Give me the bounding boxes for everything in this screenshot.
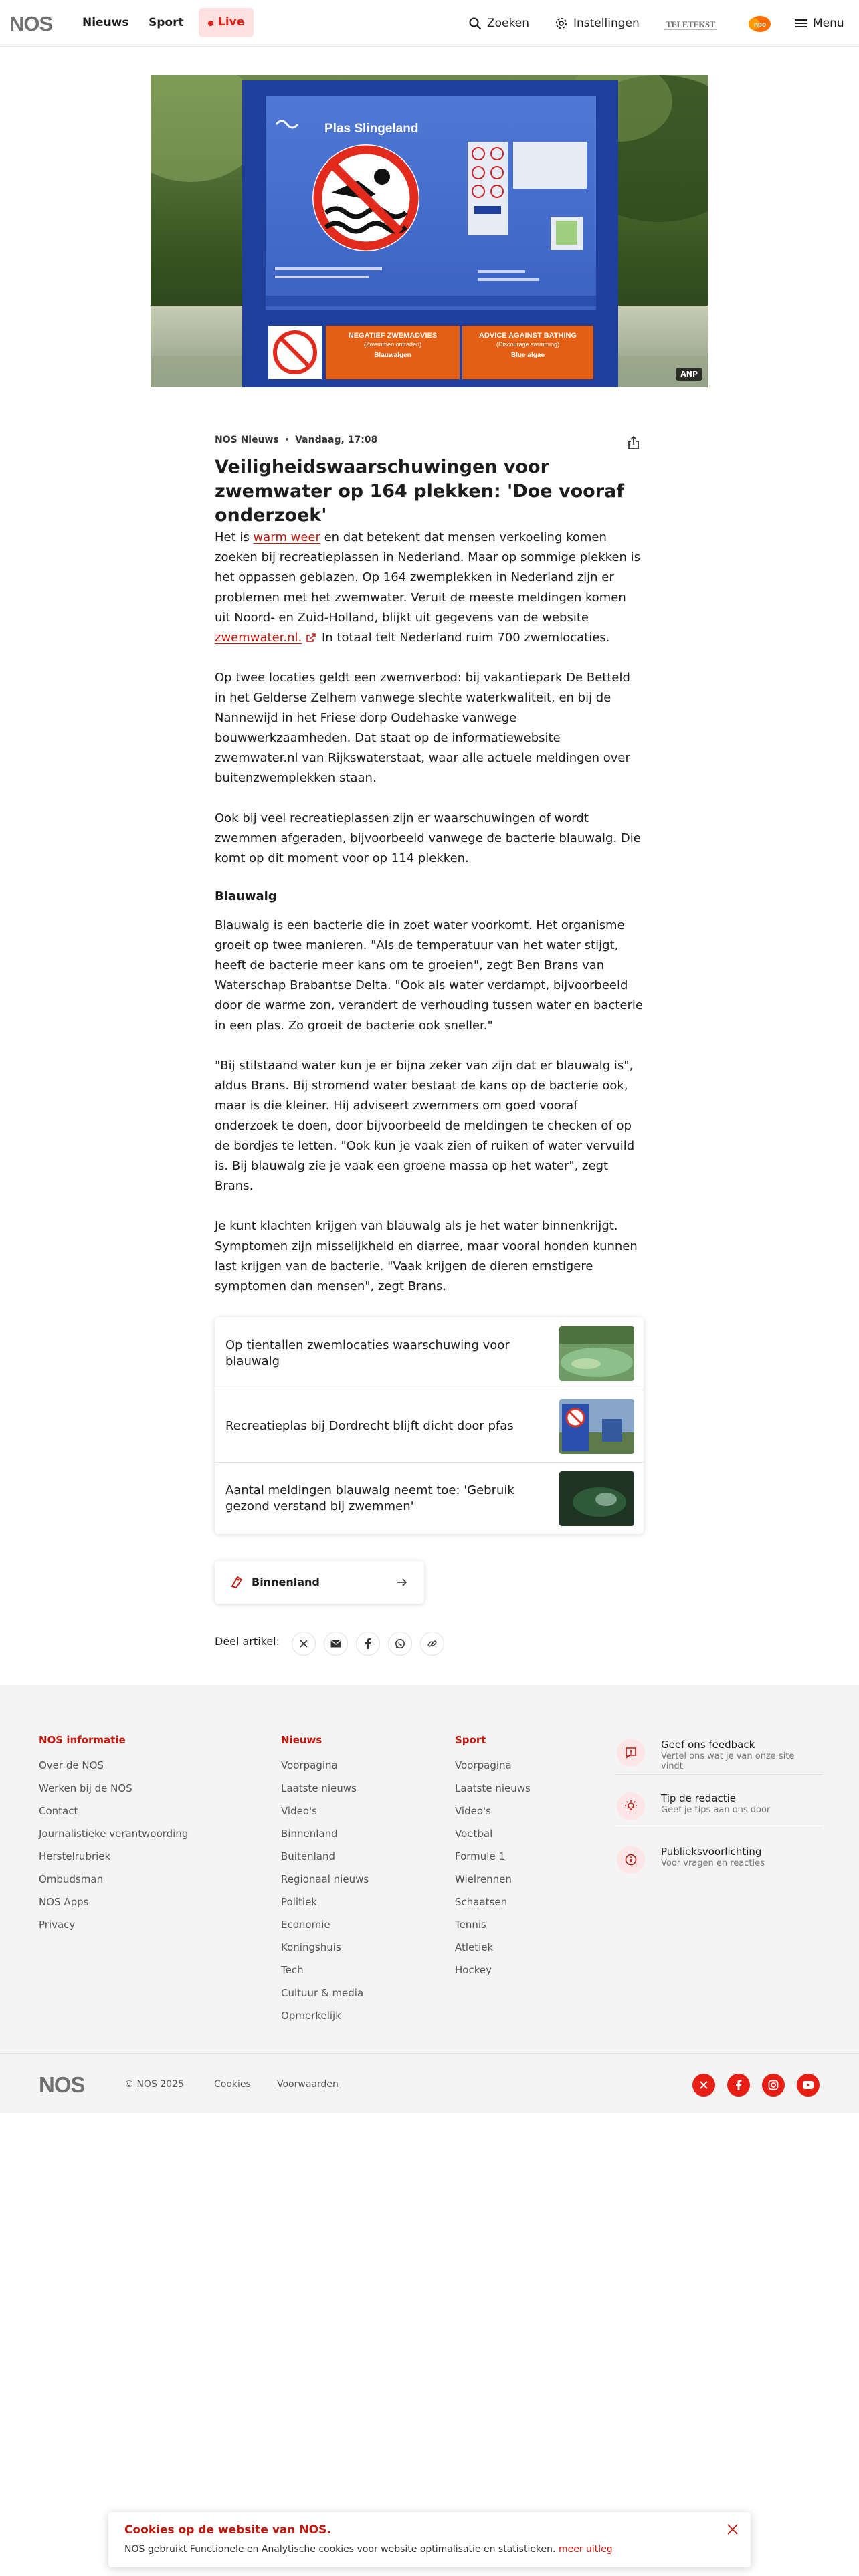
footer-link[interactable]: Contact bbox=[39, 1805, 78, 1817]
photo-credit: ANP bbox=[676, 368, 702, 381]
pond-thumb bbox=[559, 1471, 634, 1526]
paragraph-4: Blauwalg is een bacterie die in zoet water voorkomt. Het organisme groeit op twee manieren. "Als de temperatuur van het water stijgt, heeft de bacterie meer kans om te groeien", zegt Ben Brans van Waterschap Brabantse Delta. "Ook als water verdampt, bijvoorbeeld door de warme zon, verandert de verhouding tussen water en bacterie in een plas. Zo groeit de bacterie ook sneller." bbox=[215, 918, 643, 1033]
subheading-blauwalg: Blauwalg bbox=[215, 889, 277, 903]
info-icon-wrap bbox=[617, 1846, 645, 1874]
instagram-icon bbox=[768, 2080, 779, 2090]
live-dot-icon bbox=[208, 21, 213, 26]
svg-text:(Zwemmen ontraden): (Zwemmen ontraden) bbox=[363, 341, 422, 348]
cookie-title: Cookies op de website van NOS. bbox=[124, 2523, 331, 2537]
terms-link[interactable]: Voorwaarden bbox=[277, 2079, 339, 2090]
nav-nieuws[interactable]: Nieuws bbox=[82, 16, 129, 29]
settings-button[interactable] bbox=[555, 15, 640, 32]
related-title: Aantal meldingen blauwalg neemt toe: 'Gebruik gezond verstand bij zwemmen' bbox=[225, 1483, 514, 1513]
social-instagram-button[interactable] bbox=[762, 2074, 785, 2097]
hero-image bbox=[151, 75, 708, 387]
lake-algae-thumb bbox=[559, 1326, 634, 1381]
x-icon bbox=[299, 1639, 308, 1648]
article-title: Veiligheidswaarschuwingen voor zwemwater op 164 plekken: 'Doe vooraf onderzoek' bbox=[215, 457, 624, 526]
warm-weer-link[interactable]: warm weer bbox=[253, 530, 320, 544]
article-timestamp: Vandaag, 17:08 bbox=[295, 435, 378, 445]
x-icon bbox=[699, 2080, 708, 2090]
social-x-button[interactable] bbox=[692, 2074, 715, 2097]
footer-link[interactable]: Journalistieke verantwoording bbox=[39, 1828, 189, 1840]
footer-link[interactable]: Binnenland bbox=[281, 1828, 338, 1840]
svg-text:TELETEKST: TELETEKST bbox=[666, 19, 715, 29]
feedback-link[interactable] bbox=[615, 1732, 823, 1775]
share-whatsapp-button[interactable] bbox=[388, 1632, 412, 1656]
email-icon bbox=[330, 1640, 341, 1648]
share-x-button[interactable] bbox=[292, 1632, 316, 1656]
related-thumbnail bbox=[559, 1471, 634, 1526]
tip-link[interactable] bbox=[615, 1786, 823, 1828]
teletekst-logo[interactable] bbox=[662, 17, 719, 31]
link-icon bbox=[427, 1638, 438, 1649]
footer-link[interactable]: Privacy bbox=[39, 1919, 76, 1931]
whatsapp-icon bbox=[395, 1638, 405, 1649]
footer-link[interactable]: Video's bbox=[455, 1805, 491, 1817]
cookies-link[interactable]: Cookies bbox=[214, 2079, 251, 2090]
footer-link[interactable]: Herstelrubriek bbox=[39, 1850, 111, 1862]
feedback-subtitle: Vertel ons wat je van onze site vindt bbox=[661, 1751, 795, 1772]
chat-alert-icon bbox=[624, 1746, 638, 1759]
footer-col-nos-info-title: NOS informatie bbox=[39, 1734, 126, 1746]
svg-text:npo: npo bbox=[753, 21, 767, 29]
footer-link[interactable]: Politiek bbox=[281, 1896, 317, 1908]
svg-text:NOS: NOS bbox=[39, 2073, 85, 2096]
footer-nos-logo[interactable] bbox=[39, 2073, 94, 2096]
cookie-more-link[interactable]: meer uitleg bbox=[558, 2544, 613, 2555]
footer-col-sport-title: Sport bbox=[455, 1734, 486, 1746]
footer-link[interactable]: Economie bbox=[281, 1919, 330, 1931]
info-subtitle: Voor vragen en reacties bbox=[661, 1858, 765, 1868]
swimming-ban-sign-photo bbox=[151, 75, 708, 387]
share-email-button[interactable] bbox=[324, 1632, 348, 1656]
feedback-icon-wrap bbox=[617, 1739, 645, 1767]
feedback-title: Geef ons feedback bbox=[661, 1739, 755, 1751]
publieksvoorlichting-link[interactable] bbox=[615, 1839, 823, 1882]
cookie-close-button[interactable] bbox=[723, 2519, 743, 2539]
p1-text-a: Het is bbox=[215, 530, 254, 544]
info-title: Publieksvoorlichting bbox=[661, 1846, 762, 1858]
arrow-right-icon bbox=[395, 1576, 409, 1589]
npo-logo[interactable] bbox=[747, 15, 771, 33]
related-item[interactable] bbox=[215, 1462, 644, 1534]
cookie-banner bbox=[108, 2512, 751, 2567]
divider bbox=[615, 1774, 823, 1775]
share-top-button[interactable] bbox=[624, 433, 644, 453]
youtube-icon bbox=[803, 2081, 814, 2089]
nav-sport[interactable]: Sport bbox=[149, 16, 184, 29]
facebook-icon bbox=[365, 1638, 371, 1649]
menu-label: Menu bbox=[813, 17, 844, 30]
footer-link[interactable]: Hockey bbox=[455, 1964, 492, 1976]
footer-link[interactable]: NOS Apps bbox=[39, 1896, 89, 1908]
p1-text-c: In totaal telt Nederland ruim 700 zwemlocaties. bbox=[318, 631, 610, 645]
paragraph-5: "Bij stilstaand water kun je er bijna zeker van zijn dat er blauwalg is", aldus Brans. Bij stromend water bestaat de kans op de bacterie ook, maar is die kleiner. Hij adviseert zwemmers om goed vooraf onderzoek te doen, door bijvoorbeeld de meldingen te checken of op de bordjes te letten. "Ook kun je vaak zien of ruiken of water vervuild is. Bij blauwalg zie je vaak een groene massa op het water", zegt Brans. bbox=[215, 1059, 635, 1193]
svg-text:(Discourage swimming): (Discourage swimming) bbox=[496, 341, 560, 348]
footer-link[interactable]: Wielrennen bbox=[455, 1873, 512, 1885]
category-label: Binnenland bbox=[252, 1576, 320, 1588]
lightbulb-icon bbox=[624, 1800, 638, 1813]
footer-link[interactable]: Regionaal nieuws bbox=[281, 1873, 369, 1885]
footer-col-nieuws-title: Nieuws bbox=[281, 1734, 322, 1746]
svg-text:Plas Slingeland: Plas Slingeland bbox=[324, 122, 419, 136]
sign-thumb bbox=[559, 1399, 634, 1454]
cookie-text bbox=[124, 2544, 613, 2555]
meta-separator: • bbox=[284, 435, 290, 445]
nos-logo[interactable] bbox=[9, 12, 56, 35]
copyright: © NOS 2025 bbox=[124, 2079, 184, 2090]
footer-link[interactable]: Atletiek bbox=[455, 1941, 494, 1953]
related-item[interactable] bbox=[215, 1317, 644, 1390]
related-item[interactable] bbox=[215, 1390, 644, 1462]
footer-link[interactable]: Koningshuis bbox=[281, 1941, 341, 1953]
cookie-description: NOS gebruikt Functionele en Analytische cookies voor website optimalisatie en statistieken. bbox=[124, 2544, 556, 2555]
svg-text:ADVICE AGAINST BATHING: ADVICE AGAINST BATHING bbox=[478, 332, 577, 340]
footer-link[interactable]: Buitenland bbox=[281, 1850, 335, 1862]
info-icon bbox=[624, 1853, 638, 1866]
footer-link[interactable]: Opmerkelijk bbox=[281, 2010, 341, 2022]
menu-button[interactable] bbox=[795, 15, 844, 32]
hamburger-icon bbox=[795, 18, 807, 29]
related-title: Op tientallen zwemlocaties waarschuwing voor blauwalg bbox=[225, 1338, 510, 1368]
footer-link[interactable]: Cultuur & media bbox=[281, 1987, 364, 1999]
footer-link[interactable]: Over de NOS bbox=[39, 1759, 104, 1772]
share-facebook-button[interactable] bbox=[356, 1632, 380, 1656]
paragraph-3: Ook bij veel recreatieplassen zijn er waarschuwingen of wordt zwemmen afgeraden, bijvoorbeeld vanwege de bacterie blauwalg. Die komt op dit moment voor op 114 plekken. bbox=[215, 811, 641, 865]
article-source: NOS Nieuws bbox=[215, 435, 279, 445]
footer-link[interactable]: Voorpagina bbox=[281, 1759, 338, 1772]
footer-link[interactable]: Voorpagina bbox=[455, 1759, 512, 1772]
related-thumbnail bbox=[559, 1399, 634, 1454]
tip-title: Tip de redactie bbox=[661, 1792, 736, 1804]
share-label: Deel artikel: bbox=[215, 1635, 280, 1648]
related-articles bbox=[215, 1317, 644, 1534]
svg-text:Blue algae: Blue algae bbox=[510, 352, 545, 359]
tag-icon bbox=[229, 1574, 244, 1589]
social-facebook-button[interactable] bbox=[727, 2074, 750, 2097]
footer-link[interactable]: Ombudsman bbox=[39, 1873, 104, 1885]
gear-icon bbox=[555, 17, 568, 30]
share-icon bbox=[626, 435, 641, 450]
nav-live[interactable] bbox=[199, 8, 254, 37]
live-label: Live bbox=[218, 15, 245, 29]
footer-link[interactable]: Werken bij de NOS bbox=[39, 1782, 132, 1794]
footer-link[interactable]: Formule 1 bbox=[455, 1850, 505, 1862]
social-youtube-button[interactable] bbox=[797, 2074, 820, 2097]
svg-text:Blauwalgen: Blauwalgen bbox=[374, 352, 411, 359]
copy-link-button[interactable] bbox=[420, 1632, 444, 1656]
footer-link[interactable]: Laatste nieuws bbox=[455, 1782, 531, 1794]
site-header bbox=[0, 0, 859, 47]
search-button[interactable] bbox=[468, 15, 529, 32]
footer-link[interactable]: Voetbal bbox=[455, 1828, 493, 1840]
svg-text:NEGATIEF ZWEMADVIES: NEGATIEF ZWEMADVIES bbox=[348, 332, 438, 340]
search-icon bbox=[468, 17, 482, 30]
footer-link[interactable]: Tennis bbox=[455, 1919, 486, 1931]
related-thumbnail bbox=[559, 1326, 634, 1381]
tip-subtitle: Geef je tips aan ons door bbox=[661, 1805, 771, 1815]
search-label: Zoeken bbox=[487, 17, 529, 30]
zwemwater-link[interactable]: zwemwater.nl. bbox=[215, 631, 302, 645]
paragraph-2: Op twee locaties geldt een zwemverbod: bij vakantiepark De Betteld in het Gelderse Zelhem vanwege slechte waterkwaliteit, en bij de Nannewijd in het Friese dorp Oudehaske vanwege bouwwerkzaamheden. Dat staat op de informatiewebsite zwemwater.nl van Rijkswaterstaat, waar alle actuele meldingen over buitenzwemplekken staan. bbox=[215, 671, 630, 785]
footer-link[interactable]: Schaatsen bbox=[455, 1896, 508, 1908]
category-binnenland[interactable] bbox=[215, 1561, 424, 1604]
footer-link[interactable]: Tech bbox=[281, 1964, 304, 1976]
paragraph-1 bbox=[215, 528, 644, 648]
footer-link[interactable]: Laatste nieuws bbox=[281, 1782, 357, 1794]
paragraph-6: Je kunt klachten krijgen van blauwalg als je het water binnenkrijgt. Symptomen zijn misselijkheid en diarree, maar vooral honden kunnen last krijgen van de bacterie. "Vaak krijgen de dieren ernstigere symptomen dan mensen", zegt Brans. bbox=[215, 1219, 638, 1293]
p1-text-b: en dat betekent dat mensen verkoeling komen zoeken bij recreatieplassen in Nederland. Maar op sommige plekken is het oppassen geblazen. Op 164 zwemplekken in Nederland zijn er problemen met het zwemwater. Veruit de meeste meldingen komen uit Noord- en Zuid-Holland, blijkt uit gegevens van de website bbox=[215, 530, 641, 625]
svg-text:NOS: NOS bbox=[9, 12, 53, 35]
article-meta bbox=[215, 435, 377, 445]
settings-label: Instellingen bbox=[573, 17, 640, 30]
related-title: Recreatieplas bij Dordrecht blijft dicht door pfas bbox=[225, 1419, 514, 1433]
external-link-icon bbox=[306, 633, 316, 642]
footer-link[interactable]: Video's bbox=[281, 1805, 317, 1817]
tip-icon-wrap bbox=[617, 1792, 645, 1820]
close-icon bbox=[727, 2523, 739, 2535]
facebook-icon bbox=[735, 2080, 742, 2090]
